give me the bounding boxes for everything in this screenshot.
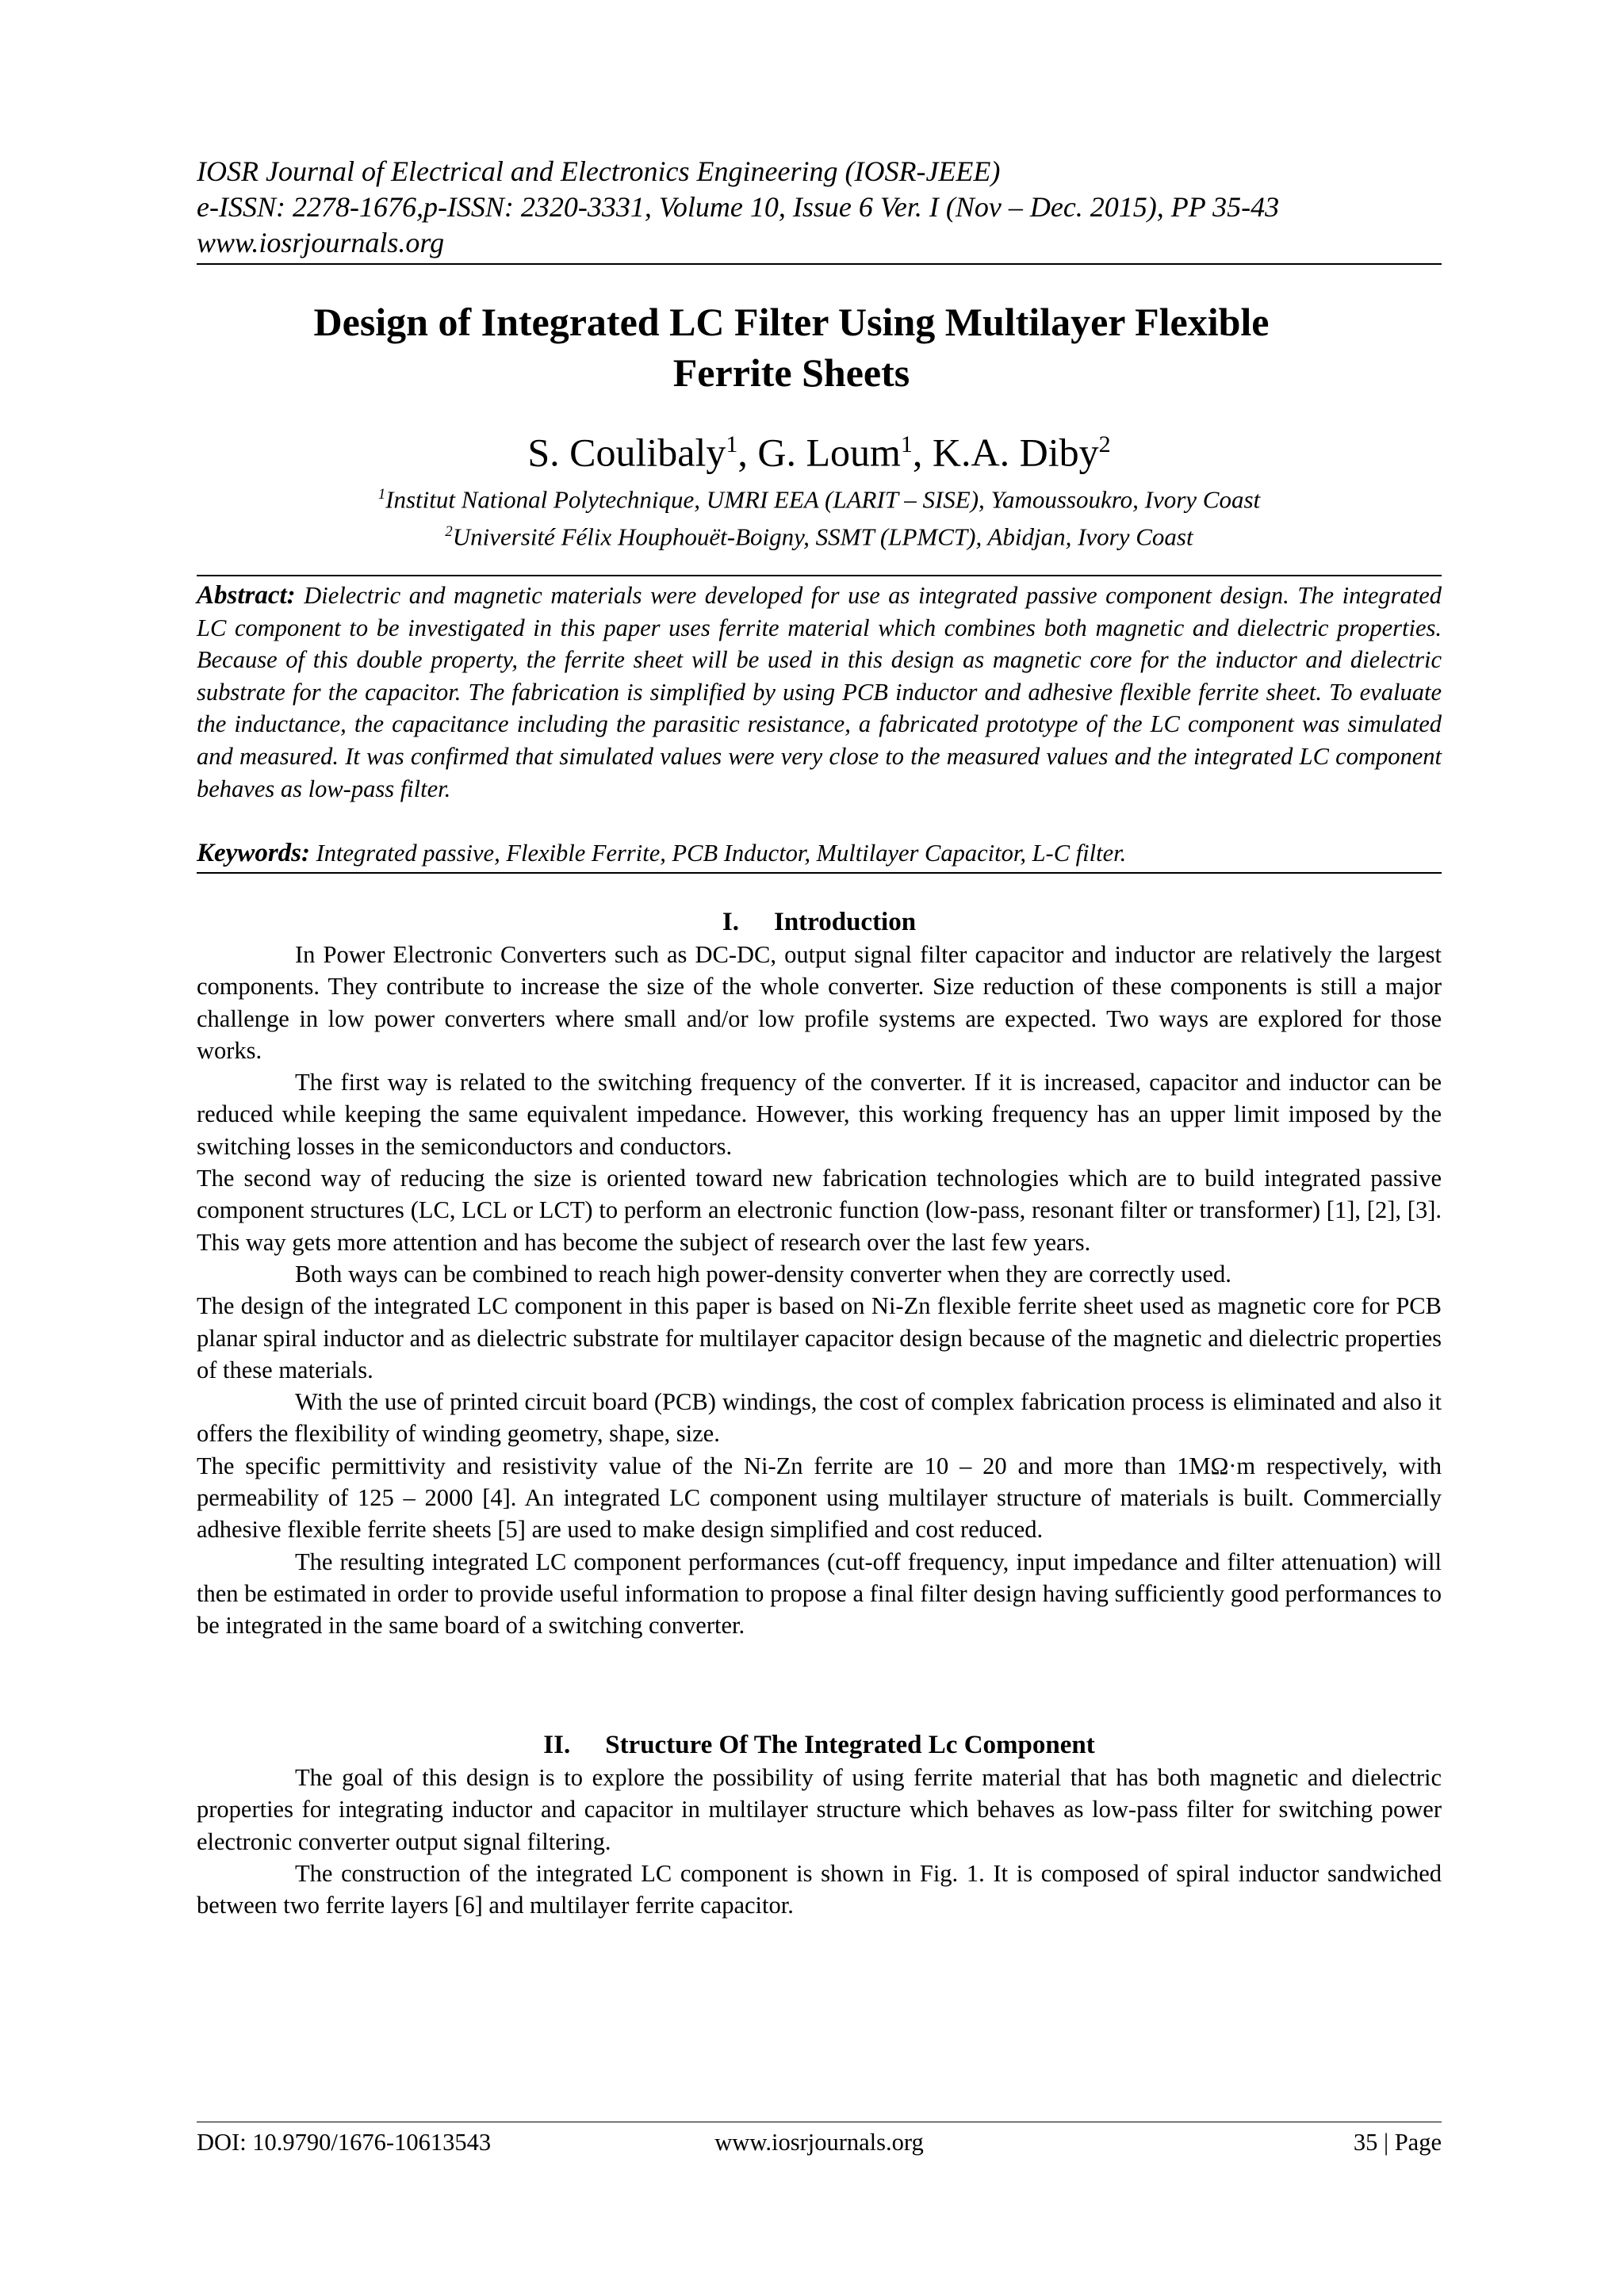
paragraph: The second way of reducing the size is oriented toward new fabrication technologies which are to build integrated passive component structures (LC, LCL or LCT) to perform an electronic function (low-pass, resonant filter or transformer) [1], [2], [3]. This way gets more attention and has become the subject of research over the last few years.	[197, 1165, 1442, 1256]
abstract-top-divider	[197, 575, 1442, 576]
section-1-heading	[197, 906, 1442, 938]
footer-website[interactable]: www.iosrjournals.org	[714, 2129, 924, 2156]
abstract	[197, 580, 1442, 805]
paragraph: The goal of this design is to explore the possibility of using ferrite material that has both magnetic and dielectric properties for integrating inductor and capacitor in multilayer structure which behaves as low-pass filter for switching power electronic converter output signal filtering.	[197, 1764, 1442, 1855]
affiliation-1	[197, 478, 1442, 515]
journal-issn: e-ISSN: 2278-1676,p-ISSN: 2320-3331, Volume 10, Issue 6 Ver. I (Nov – Dec. 2015), PP 35-43	[197, 191, 1280, 223]
section-1-title: Introduction	[773, 908, 917, 936]
abstract-label: Abstract:	[197, 581, 296, 610]
header-divider	[197, 263, 1442, 265]
paragraph: The specific permittivity and resistivity value of the Ni-Zn ferrite are 10 – 20 and more than 1MΩ·m respectively, with permeability of 125 – 2000 [4]. An integrated LC component using multilayer structure of materials is built. Commercially adhesive flexible ferrite sheets [5] are used to make design simplified and cost reduced.	[197, 1452, 1442, 1544]
footer-page-number: 35 | Page	[1353, 2129, 1442, 2156]
paragraph: The first way is related to the switching frequency of the converter. If it is increased, capacitor and inductor can be reduced while keeping the same equivalent impedance. However, this working frequency has an upper limit imposed by the switching losses in the semiconductors and conductors.	[197, 1069, 1442, 1160]
author-2: G. Loum	[757, 430, 901, 475]
footer-doi[interactable]: DOI: 10.9790/1676-10613543	[197, 2129, 492, 2156]
section-2-title: Structure Of The Integrated Lc Component	[605, 1731, 1095, 1759]
section-2-heading	[197, 1729, 1442, 1761]
keywords	[197, 837, 1442, 869]
abstract-bottom-divider	[197, 872, 1442, 874]
paragraph: With the use of printed circuit board (PCB) windings, the cost of complex fabrication process is eliminated and also it offers the flexibility of winding geometry, shape, size.	[197, 1388, 1442, 1448]
keywords-text: Integrated passive, Flexible Ferrite, PCB Inductor, Multilayer Capacitor, L-C filter.	[310, 840, 1127, 867]
paragraph: The construction of the integrated LC component is shown in Fig. 1. It is composed of spiral inductor sandwiched between two ferrite layers [6] and multilayer ferrite capacitor.	[197, 1859, 1442, 1919]
author-1-affiliation-mark: 1	[726, 431, 738, 457]
author-separator: ,	[737, 430, 758, 475]
section-1-body	[197, 939, 1442, 1642]
affiliation-2-mark: 2	[445, 523, 453, 541]
keywords-label: Keywords:	[197, 839, 310, 867]
author-list	[197, 420, 1442, 477]
paragraph: The design of the integrated LC component in this paper is based on Ni-Zn flexible ferrite sheet used as magnetic core for PCB planar spiral inductor and as dielectric substrate for multilayer capacitor design because of the magnetic and dielectric properties of these materials.	[197, 1292, 1442, 1383]
section-2-body	[197, 1762, 1442, 1921]
paragraph: Both ways can be combined to reach high power-density converter when they are correctly used.	[295, 1260, 1231, 1288]
author-3: K.A. Diby	[932, 430, 1099, 475]
author-2-affiliation-mark: 1	[900, 431, 913, 457]
paragraph: The resulting integrated LC component performances (cut-off frequency, input impedance and filter attenuation) will then be estimated in order to provide useful information to propose a final filter design having sufficiently good performances to be integrated in the same board of a switching converter.	[197, 1548, 1442, 1640]
journal-website[interactable]: www.iosrjournals.org	[197, 227, 445, 258]
author-1: S. Coulibaly	[527, 430, 726, 475]
abstract-text: Dielectric and magnetic materials were developed for use as integrated passive component design. The integrated LC component to be investigated in this paper uses ferrite material which combines both magnetic and dielectric properties. Because of this double property, the ferrite sheet will be used in this design as magnetic core for the inductor and dielectric substrate for the capacitor. The fabrication is simplified by using PCB inductor and adhesive flexible ferrite sheet. To evaluate the inductance, the capacitance including the parasitic resistance, a fabricated prototype of the LC component was simulated and measured. It was confirmed that simulated values were very close to the measured values and the integrated LC component behaves as low-pass filter.	[197, 582, 1442, 802]
author-3-affiliation-mark: 2	[1098, 431, 1111, 457]
title-line-2: Ferrite Sheets	[672, 350, 910, 395]
journal-header	[197, 154, 1442, 261]
paper-title	[197, 297, 1386, 398]
affiliation-2-text: Université Félix Houphouët-Boigny, SSMT (LPMCT), Abidjan, Ivory Coast	[452, 522, 1193, 551]
affiliation-1-mark: 1	[377, 486, 386, 503]
affiliation-2	[197, 515, 1442, 553]
section-2-number: II.	[543, 1731, 571, 1759]
journal-name: IOSR Journal of Electrical and Electronics Engineering (IOSR-JEEE)	[197, 155, 1001, 187]
title-line-1: Design of Integrated LC Filter Using Multilayer Flexible	[313, 300, 1270, 344]
paragraph: In Power Electronic Converters such as DC-DC, output signal filter capacitor and inductor are relatively the largest components. They contribute to increase the size of the whole converter. Size reduction of these components is still a major challenge in low power converters where small and/or low profile systems are expected. Two ways are explored for those works.	[197, 941, 1442, 1064]
affiliation-1-text: Institut National Polytechnique, UMRI EEA (LARIT – SISE), Yamoussoukro, Ivory Coast	[385, 485, 1261, 514]
affiliations	[197, 478, 1442, 553]
author-separator: ,	[912, 430, 933, 475]
section-1-number: I.	[722, 908, 739, 936]
